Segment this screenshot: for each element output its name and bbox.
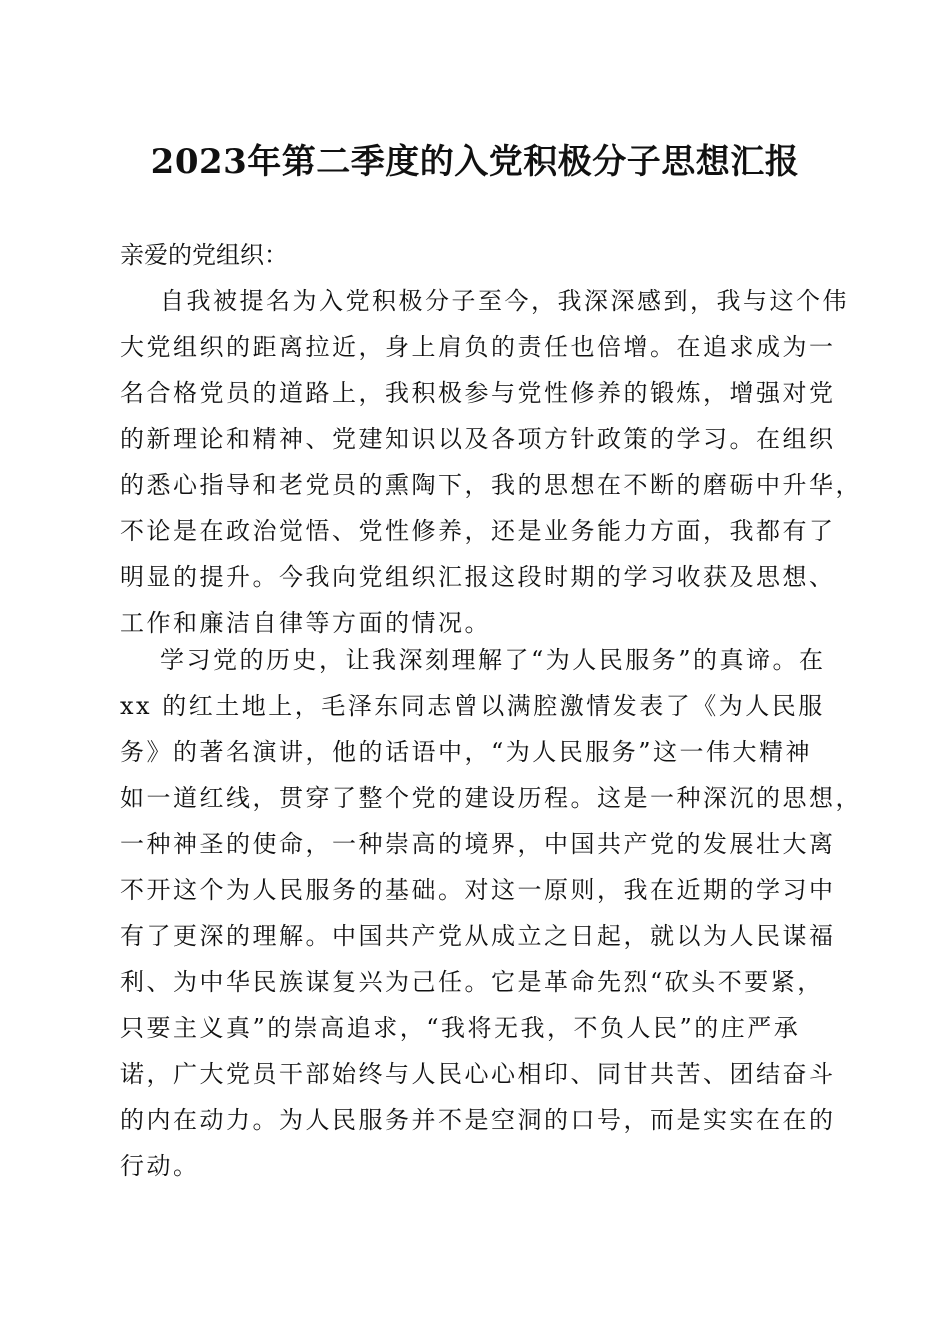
paragraph-line: 如一道红线，贯穿了整个党的建设历程。这是一种深沉的思想， xyxy=(120,784,862,812)
paragraph-line: 只要主义真”的崇高追求，“我将无我，不负人民”的庄严承 xyxy=(120,1014,801,1042)
document-title: 2023年第二季度的入党积极分子思想汇报 xyxy=(150,142,800,182)
salutation: 亲爱的党组织： xyxy=(120,241,288,269)
paragraph-line: 不开这个为人民服务的基础。对这一原则，我在近期的学习中 xyxy=(120,876,836,904)
paragraph-line: 有了更深的理解。中国共产党从成立之日起，就以为人民谋福 xyxy=(120,922,836,950)
paragraph-line: 大党组织的距离拉近，身上肩负的责任也倍增。在追求成为一 xyxy=(120,333,836,361)
paragraph-line: 名合格党员的道路上，我积极参与党性修养的锻炼，增强对党 xyxy=(120,379,836,407)
paragraph-line: 的内在动力。为人民服务并不是空洞的口号，而是实实在在的 xyxy=(120,1106,836,1134)
paragraph-line: 务》的著名演讲，他的话语中，“为人民服务”这一伟大精神 xyxy=(120,738,813,766)
paragraph-1 xyxy=(120,278,862,646)
paragraph-line: 行动。 xyxy=(120,1152,200,1180)
paragraph-line: 不论是在政治觉悟、党性修养，还是业务能力方面，我都有了 xyxy=(120,517,836,545)
paragraph-line: 诺，广大党员干部始终与人民心心相印、同甘共苦、团结奋斗 xyxy=(120,1060,836,1088)
paragraph-line: 工作和廉洁自律等方面的情况。 xyxy=(120,609,491,637)
paragraph-line: 一种神圣的使命，一种崇高的境界，中国共产党的发展壮大离 xyxy=(120,830,836,858)
paragraph-line: 的悉心指导和老党员的熏陶下，我的思想在不断的磨砺中升华， xyxy=(120,471,862,499)
paragraph-line: 学习党的历史，让我深刻理解了“为人民服务”的真谛。在 xyxy=(160,646,826,674)
paragraph-line: xx 的红土地上，毛泽东同志曾以满腔激情发表了《为人民服 xyxy=(120,692,825,720)
paragraph-line: 自我被提名为入党积极分子至今，我深深感到，我与这个伟 xyxy=(160,287,849,315)
paragraph-line: 的新理论和精神、党建知识以及各项方针政策的学习。在组织 xyxy=(120,425,836,453)
paragraph-2 xyxy=(120,637,862,1189)
paragraph-line: 明显的提升。今我向党组织汇报这段时期的学习收获及思想、 xyxy=(120,563,836,591)
paragraph-line: 利、为中华民族谋复兴为己任。它是革命先烈“砍头不要紧， xyxy=(120,968,824,996)
